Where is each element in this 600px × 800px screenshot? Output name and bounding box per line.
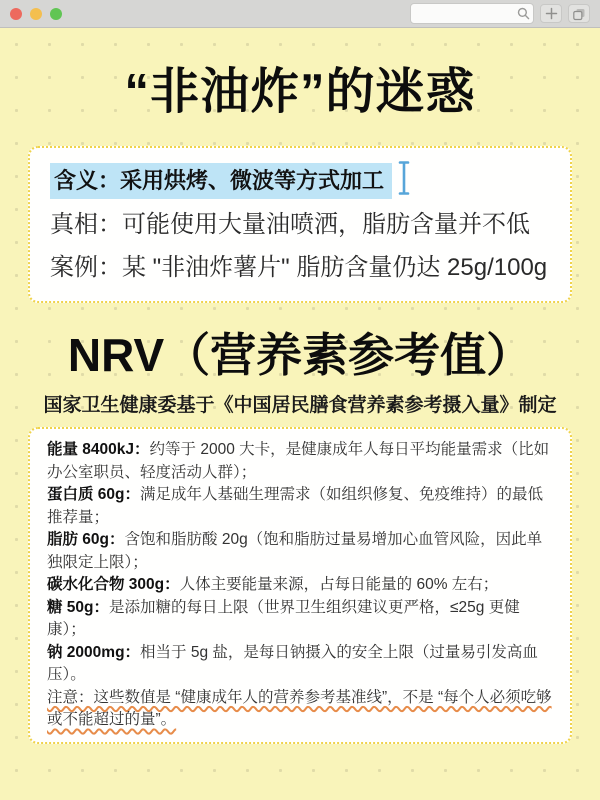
nutrient-term: 糖 50g： — [47, 598, 110, 616]
nutrient-item — [47, 642, 553, 687]
tabs-icon — [572, 7, 586, 21]
nrv-subtitle: 国家卫生健康委基于《中国居民膳食营养素参考摄入量》制定 — [43, 395, 557, 417]
nrv-note: 注意：这些数值是 “健康成年人的营养参考基准线”，不是 “每个人必须吃够或不能超过的量”。 — [47, 688, 552, 729]
nutrient-term: 钠 2000mg： — [47, 643, 141, 661]
nutrient-item — [47, 439, 553, 484]
nutrient-desc: 人体主要能量来源，占每日能量的 60% 左右； — [179, 576, 499, 594]
window-controls — [10, 8, 62, 20]
text-cursor-icon — [398, 160, 410, 201]
nutrient-term: 脂肪 60g： — [47, 531, 125, 549]
close-button[interactable] — [10, 8, 22, 20]
plus-icon — [545, 7, 558, 20]
nutrient-item — [47, 529, 553, 574]
nutrient-desc: 约等于 2000 大卡，是健康成年人每日平均能量需求（比如办公室职员、轻度活动人群）； — [47, 441, 550, 481]
nrv-card — [28, 427, 572, 744]
definition-highlight: 含义：采用烘烤、微波等方式加工 — [50, 163, 392, 199]
search-field[interactable] — [410, 3, 534, 24]
nutrient-item — [47, 484, 553, 529]
nutrient-item — [47, 574, 553, 597]
search-icon — [517, 7, 533, 20]
definition-row — [50, 160, 550, 201]
page-title: “非油炸”的迷惑 — [124, 65, 476, 119]
minimize-button[interactable] — [30, 8, 42, 20]
search-input[interactable] — [411, 8, 517, 20]
nutrient-desc: 是添加糖的每日上限（世界卫生组织建议更严格，≤25g 更健康）； — [47, 598, 520, 639]
nutrient-term: 碳水化合物 300g： — [47, 576, 180, 594]
case-text: 案例：某 "非油炸薯片" 脂肪含量仍达 25g/100g — [50, 254, 548, 282]
nutrient-item — [47, 597, 553, 642]
nutrient-term: 能量 8400kJ： — [47, 441, 150, 459]
nutrient-desc: 满足成年人基础生理需求（如组织修复、免疫维持）的最低推荐量； — [47, 486, 544, 526]
article-page — [0, 28, 600, 799]
nutrient-desc: 相当于 5g 盐，是每日钠摄入的安全上限（过量易引发高血压）。 — [47, 643, 538, 684]
nrv-title: NRV（营养素参考值） — [67, 329, 533, 382]
nutrient-term: 蛋白质 60g： — [47, 486, 141, 504]
zoom-button[interactable] — [50, 8, 62, 20]
myth-card — [28, 146, 572, 303]
new-tab-button[interactable] — [540, 4, 562, 23]
truth-text: 真相：可能使用大量油喷洒，脂肪含量并不低 — [50, 211, 530, 239]
browser-toolbar — [0, 0, 600, 28]
nutrient-desc: 含饱和脂肪酸 20g（饱和脂肪过量易增加心血管风险，因此单独限定上限）； — [47, 531, 543, 571]
show-tabs-button[interactable] — [568, 4, 590, 23]
